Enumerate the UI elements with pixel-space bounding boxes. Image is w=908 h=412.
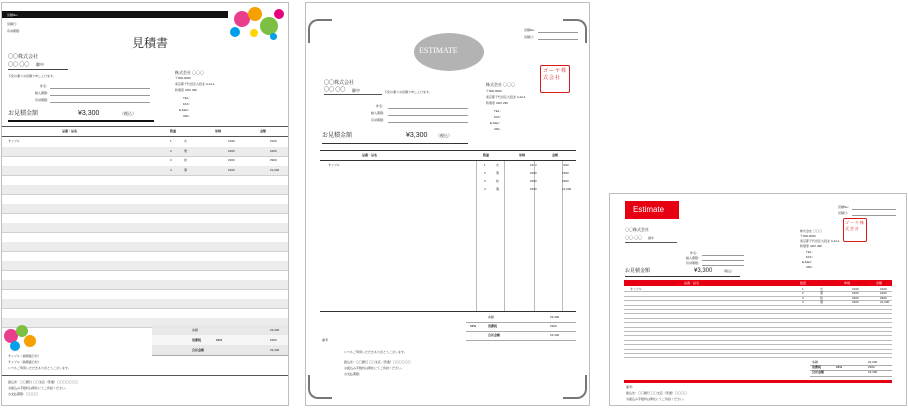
col-amount: 金額 bbox=[260, 129, 267, 133]
company-building: 秋葉原 UDX 29F bbox=[486, 101, 509, 105]
row-unit: 枚 bbox=[184, 158, 188, 162]
row-line bbox=[624, 309, 892, 310]
col-price: 単価 bbox=[519, 153, 526, 157]
company-url: URL： bbox=[806, 265, 816, 269]
company-fax: FAX： bbox=[183, 102, 192, 106]
column-divider bbox=[534, 161, 535, 311]
summary-line bbox=[466, 331, 576, 332]
col-price: 単価 bbox=[844, 280, 851, 285]
row-amount: ¥1,600 bbox=[880, 300, 890, 304]
summary-line bbox=[466, 340, 576, 341]
estimate-template-colorful[interactable] bbox=[1, 2, 289, 406]
title-red-box bbox=[625, 201, 679, 219]
company-tel: TEL： bbox=[806, 250, 815, 254]
row-stripe bbox=[2, 261, 289, 271]
row-amount: ¥900 bbox=[562, 178, 569, 183]
meta-date: 見積日： bbox=[524, 35, 537, 39]
summary-label: 合計金額 bbox=[488, 333, 501, 337]
company-name: 株式会社 〇〇〇 bbox=[486, 82, 516, 87]
summary-value: ¥300 bbox=[270, 337, 277, 342]
field-subject: 件名： bbox=[376, 104, 386, 108]
row-no: 4 bbox=[484, 186, 486, 191]
row-line bbox=[2, 175, 289, 176]
row-line bbox=[2, 289, 289, 290]
row-stripe bbox=[2, 204, 289, 214]
row-line bbox=[2, 308, 289, 309]
row-price: ¥100 bbox=[852, 286, 859, 291]
row-line bbox=[2, 156, 289, 157]
row-stripe bbox=[2, 242, 289, 252]
row-price: ¥200 bbox=[530, 170, 537, 175]
summary-value: ¥300 bbox=[550, 324, 557, 328]
note-4: お支払期限： bbox=[344, 372, 363, 376]
company-fax: FAX： bbox=[494, 115, 503, 119]
field-subject: 件名： bbox=[40, 84, 50, 88]
row-stripe bbox=[2, 185, 289, 195]
row-line bbox=[2, 194, 289, 195]
company-email: E-Mail： bbox=[802, 260, 814, 264]
summary-line bbox=[810, 365, 892, 366]
summary-value: ¥3,000 bbox=[868, 360, 878, 364]
company-building: 秋葉原 UDX 29F bbox=[175, 88, 198, 92]
total-value: ¥3,300 bbox=[406, 132, 428, 139]
row-no: 2 bbox=[802, 291, 804, 296]
company-address: 東京都千代田区九段北 4-14-1 bbox=[800, 239, 840, 243]
seal-text: ゴーヤ株式会社 bbox=[845, 220, 865, 231]
note-3: お振込み手数料は貴社にてご負担ください。 bbox=[344, 366, 405, 370]
summary-label: 消費税 bbox=[812, 365, 822, 370]
summary-value: ¥3,300 bbox=[550, 333, 560, 337]
ornament-bottom-left bbox=[308, 375, 332, 399]
bank-1: 振込先：〇〇銀行 〇〇支店（普通）〇〇〇〇〇〇〇 bbox=[8, 380, 78, 384]
summary-value: ¥3,000 bbox=[270, 327, 280, 332]
row-price: ¥100 bbox=[228, 139, 235, 143]
row-line bbox=[624, 353, 892, 354]
row-stripe bbox=[2, 223, 289, 233]
client-company: 〇〇株式会社 bbox=[625, 227, 649, 232]
company-building: 秋葉原 UDX 29F bbox=[800, 244, 823, 248]
row-price: ¥200 bbox=[228, 148, 235, 153]
field-delivery: 納入期限： bbox=[686, 256, 702, 260]
field-subject: 件名： bbox=[690, 251, 700, 255]
col-amount: 金額 bbox=[552, 153, 559, 157]
intro-text: 下記の通りお見積り申し上げます。 bbox=[384, 90, 432, 94]
row-line bbox=[2, 232, 289, 233]
row-unit: 冊 bbox=[184, 148, 188, 153]
row-unit: 個 bbox=[820, 300, 824, 304]
row-line bbox=[624, 318, 892, 319]
ornament-top-left bbox=[308, 19, 332, 43]
summary-label: 合計金額 bbox=[192, 347, 205, 352]
summary-block bbox=[810, 360, 892, 376]
row-no: 2 bbox=[484, 170, 486, 175]
bottom-red-bar bbox=[624, 380, 892, 383]
summary-rate: 10% bbox=[836, 365, 843, 370]
page-title: ESTIMATE bbox=[419, 46, 458, 55]
row-no: 4 bbox=[802, 300, 804, 304]
row-amount: ¥100 bbox=[270, 139, 277, 143]
row-price: ¥400 bbox=[530, 186, 537, 191]
row-unit: 個 bbox=[496, 186, 500, 191]
company-tel: TEL： bbox=[183, 96, 192, 100]
summary-label: 小計 bbox=[488, 315, 495, 319]
row-line bbox=[2, 270, 289, 271]
estimate-title-emblem bbox=[414, 33, 484, 71]
row-unit: 式 bbox=[496, 162, 500, 167]
col-item: 品番・品名 bbox=[62, 129, 78, 133]
client-person: 〇〇 〇〇 bbox=[8, 62, 30, 68]
client-honorific: 御中 bbox=[648, 236, 655, 240]
row-no: 3 bbox=[484, 178, 486, 183]
summary-block bbox=[152, 325, 289, 355]
row-no: 1 bbox=[802, 286, 804, 291]
row-price: ¥200 bbox=[852, 291, 859, 296]
row-unit: 冊 bbox=[820, 291, 824, 296]
client-honorific: 御中 bbox=[352, 88, 360, 93]
estimate-template-red[interactable] bbox=[609, 193, 907, 406]
row-amount: ¥400 bbox=[270, 148, 277, 153]
summary-value: ¥300 bbox=[868, 365, 875, 370]
notes-label: 備考 bbox=[322, 338, 329, 342]
company-name: 株式会社 〇〇〇 bbox=[175, 70, 205, 75]
summary-line bbox=[466, 322, 576, 323]
col-item: 品番・品名 bbox=[362, 153, 378, 157]
note-3: お振込み手数料は貴社にてご負担ください。 bbox=[626, 397, 687, 401]
row-no: 3 bbox=[170, 158, 172, 162]
row-stripe bbox=[2, 299, 289, 309]
company-name: 株式会社 〇〇〇 bbox=[800, 229, 822, 233]
splash-decoration-top bbox=[224, 3, 289, 47]
company-email: E-Mail： bbox=[179, 108, 191, 112]
summary-label: 消費税 bbox=[488, 324, 498, 328]
company-zip: 〒000-0000 bbox=[800, 234, 816, 238]
summary-label: 小計 bbox=[812, 360, 819, 364]
row-name: サンプル bbox=[8, 139, 20, 143]
note-2: 振込先：〇〇銀行 〇〇支店（普通）〇〇〇〇 bbox=[626, 391, 687, 395]
intro-text: 下記の通りお見積り申し上げます。 bbox=[8, 74, 56, 78]
field-valid: 有効期限： bbox=[371, 118, 387, 122]
row-line bbox=[624, 327, 892, 328]
row-unit: 枚 bbox=[820, 295, 824, 300]
row-line bbox=[624, 344, 892, 345]
row-no: 1 bbox=[170, 139, 172, 143]
column-divider bbox=[562, 161, 563, 311]
table-body bbox=[2, 137, 289, 327]
row-no: 3 bbox=[802, 295, 804, 300]
row-amount: ¥400 bbox=[562, 170, 569, 175]
row-unit: 冊 bbox=[496, 170, 500, 175]
note-1: サンプル（納期後日付） bbox=[8, 354, 41, 358]
row-line bbox=[624, 313, 892, 314]
summary-rate: 10% bbox=[470, 324, 477, 328]
row-line bbox=[624, 357, 892, 358]
table-header bbox=[320, 150, 576, 161]
company-seal bbox=[843, 218, 867, 242]
meta-date: 見積日： bbox=[7, 22, 20, 26]
tax-note: （税込） bbox=[436, 133, 452, 138]
row-stripe bbox=[2, 147, 289, 157]
row-price: ¥400 bbox=[852, 300, 859, 304]
row-amount: ¥1,600 bbox=[562, 186, 572, 191]
estimate-template-ornate[interactable] bbox=[305, 2, 590, 406]
col-item: 品番・品名 bbox=[684, 280, 700, 285]
field-delivery: 納入期限： bbox=[35, 91, 51, 95]
table-header bbox=[624, 280, 892, 286]
company-url: URL： bbox=[183, 114, 193, 118]
row-amount: ¥400 bbox=[880, 291, 887, 296]
note-2: サンプル（納期後日付） bbox=[8, 360, 41, 364]
summary-value: ¥3,300 bbox=[868, 370, 878, 375]
summary-label: 消費税 bbox=[192, 337, 202, 342]
total-value: ¥3,300 bbox=[78, 110, 100, 117]
bank-3: お支払期限：〇〇〇〇 bbox=[8, 392, 39, 396]
column-divider bbox=[504, 161, 505, 311]
summary-label: 合計金額 bbox=[812, 370, 825, 375]
row-no: 4 bbox=[170, 167, 172, 172]
row-unit: 式 bbox=[820, 286, 824, 291]
company-address: 東京都千代田区九段北 4-14-1 bbox=[175, 82, 215, 86]
note-3: いつもご利用いただきありがとうございます。 bbox=[8, 366, 71, 370]
company-zip: 〒000-0000 bbox=[175, 76, 191, 80]
table-body bbox=[320, 161, 576, 311]
row-price: ¥300 bbox=[852, 295, 859, 300]
row-line bbox=[624, 340, 892, 341]
summary-value: ¥3,300 bbox=[270, 347, 280, 352]
meta-estimate-no: 見積No： bbox=[7, 13, 20, 17]
row-line bbox=[624, 322, 892, 323]
splash-decoration-bottom bbox=[2, 323, 42, 355]
note-2: 振込先：〇〇銀行 〇〇支店（普通）〇〇〇〇〇〇 bbox=[344, 360, 411, 364]
row-unit: 個 bbox=[184, 167, 188, 172]
bank-2: お振込み手数料は貴社にてご負担ください。 bbox=[8, 386, 69, 390]
row-price: ¥300 bbox=[530, 178, 537, 183]
row-stripe bbox=[2, 166, 289, 176]
col-amount: 金額 bbox=[876, 280, 883, 285]
total-value: ¥3,300 bbox=[694, 268, 713, 274]
row-price: ¥400 bbox=[228, 167, 235, 172]
company-email: E-Mail： bbox=[490, 121, 502, 125]
company-address: 東京都千代田区九段北 4-14-1 bbox=[486, 95, 526, 99]
row-no: 2 bbox=[170, 148, 172, 153]
ornament-bottom-right bbox=[563, 375, 587, 399]
table-header bbox=[2, 126, 289, 137]
seal-text: ゴーヤ株式会社 bbox=[543, 68, 568, 81]
column-divider bbox=[476, 161, 477, 311]
table-body bbox=[624, 287, 892, 359]
page-title: 見積書 bbox=[132, 36, 169, 50]
row-name: サンプル bbox=[328, 162, 340, 167]
meta-estimate-no: 見積No： bbox=[838, 205, 851, 209]
col-qty: 数量 bbox=[170, 129, 177, 133]
row-no: 1 bbox=[484, 162, 486, 167]
col-price: 単価 bbox=[215, 129, 222, 133]
summary-line bbox=[810, 376, 892, 377]
top-black-bar bbox=[2, 11, 228, 18]
company-url: URL： bbox=[494, 127, 504, 131]
note-1: いつもご利用いただきありがとうございます。 bbox=[344, 350, 407, 354]
summary-label: 小計 bbox=[192, 327, 199, 332]
row-line bbox=[2, 251, 289, 252]
field-valid: 有効期限： bbox=[35, 98, 51, 102]
row-unit: 枚 bbox=[496, 178, 500, 183]
col-qty: 数量 bbox=[483, 153, 490, 157]
row-amount: ¥1,600 bbox=[270, 167, 280, 172]
meta-estimate-no: 見積No： bbox=[524, 28, 537, 32]
company-fax: FAX： bbox=[806, 255, 815, 259]
client-person: 〇〇 〇〇 bbox=[625, 235, 643, 240]
client-person: 〇〇 〇〇 bbox=[324, 87, 346, 93]
row-unit: 式 bbox=[184, 139, 188, 143]
field-delivery: 納入期限： bbox=[371, 111, 387, 115]
tax-note: （税込） bbox=[120, 111, 136, 116]
row-amount: ¥100 bbox=[562, 162, 569, 167]
meta-expiry: 有効期限： bbox=[7, 29, 23, 33]
note-1: 備考： bbox=[626, 385, 636, 389]
row-amount: ¥100 bbox=[880, 286, 887, 291]
summary-bg bbox=[152, 325, 289, 335]
tax-note: （税込） bbox=[722, 269, 735, 273]
row-line bbox=[624, 331, 892, 332]
row-price: ¥300 bbox=[228, 158, 235, 162]
row-stripe bbox=[2, 280, 289, 290]
client-company: 〇〇株式会社 bbox=[324, 80, 355, 86]
summary-block bbox=[466, 313, 576, 343]
row-price: ¥100 bbox=[530, 162, 537, 167]
company-seal bbox=[540, 65, 570, 93]
total-label: お見積金額 bbox=[322, 133, 353, 139]
client-company: 〇〇株式会社 bbox=[8, 54, 39, 60]
row-line bbox=[2, 213, 289, 214]
total-label: お見積金額 bbox=[8, 111, 39, 117]
total-label: お見積金額 bbox=[625, 268, 651, 274]
summary-value: ¥3,000 bbox=[550, 315, 560, 319]
field-valid: 有効期限： bbox=[686, 261, 702, 265]
row-line bbox=[624, 349, 892, 350]
summary-line bbox=[152, 355, 289, 356]
col-qty: 数量 bbox=[800, 280, 807, 285]
company-tel: TEL： bbox=[494, 109, 503, 113]
row-amount: ¥900 bbox=[270, 158, 277, 162]
row-line bbox=[624, 305, 892, 306]
client-honorific: 御中 bbox=[36, 62, 44, 67]
row-name: サンプル bbox=[630, 286, 642, 291]
summary-bg bbox=[152, 345, 289, 355]
company-zip: 〒000-0000 bbox=[486, 89, 502, 93]
row-amount: ¥900 bbox=[880, 295, 887, 300]
row-line bbox=[624, 335, 892, 336]
page-title: Estimate bbox=[633, 205, 665, 214]
row-line bbox=[320, 169, 576, 170]
meta-date: 見積日： bbox=[838, 211, 851, 215]
summary-rate: 10% bbox=[216, 337, 223, 342]
